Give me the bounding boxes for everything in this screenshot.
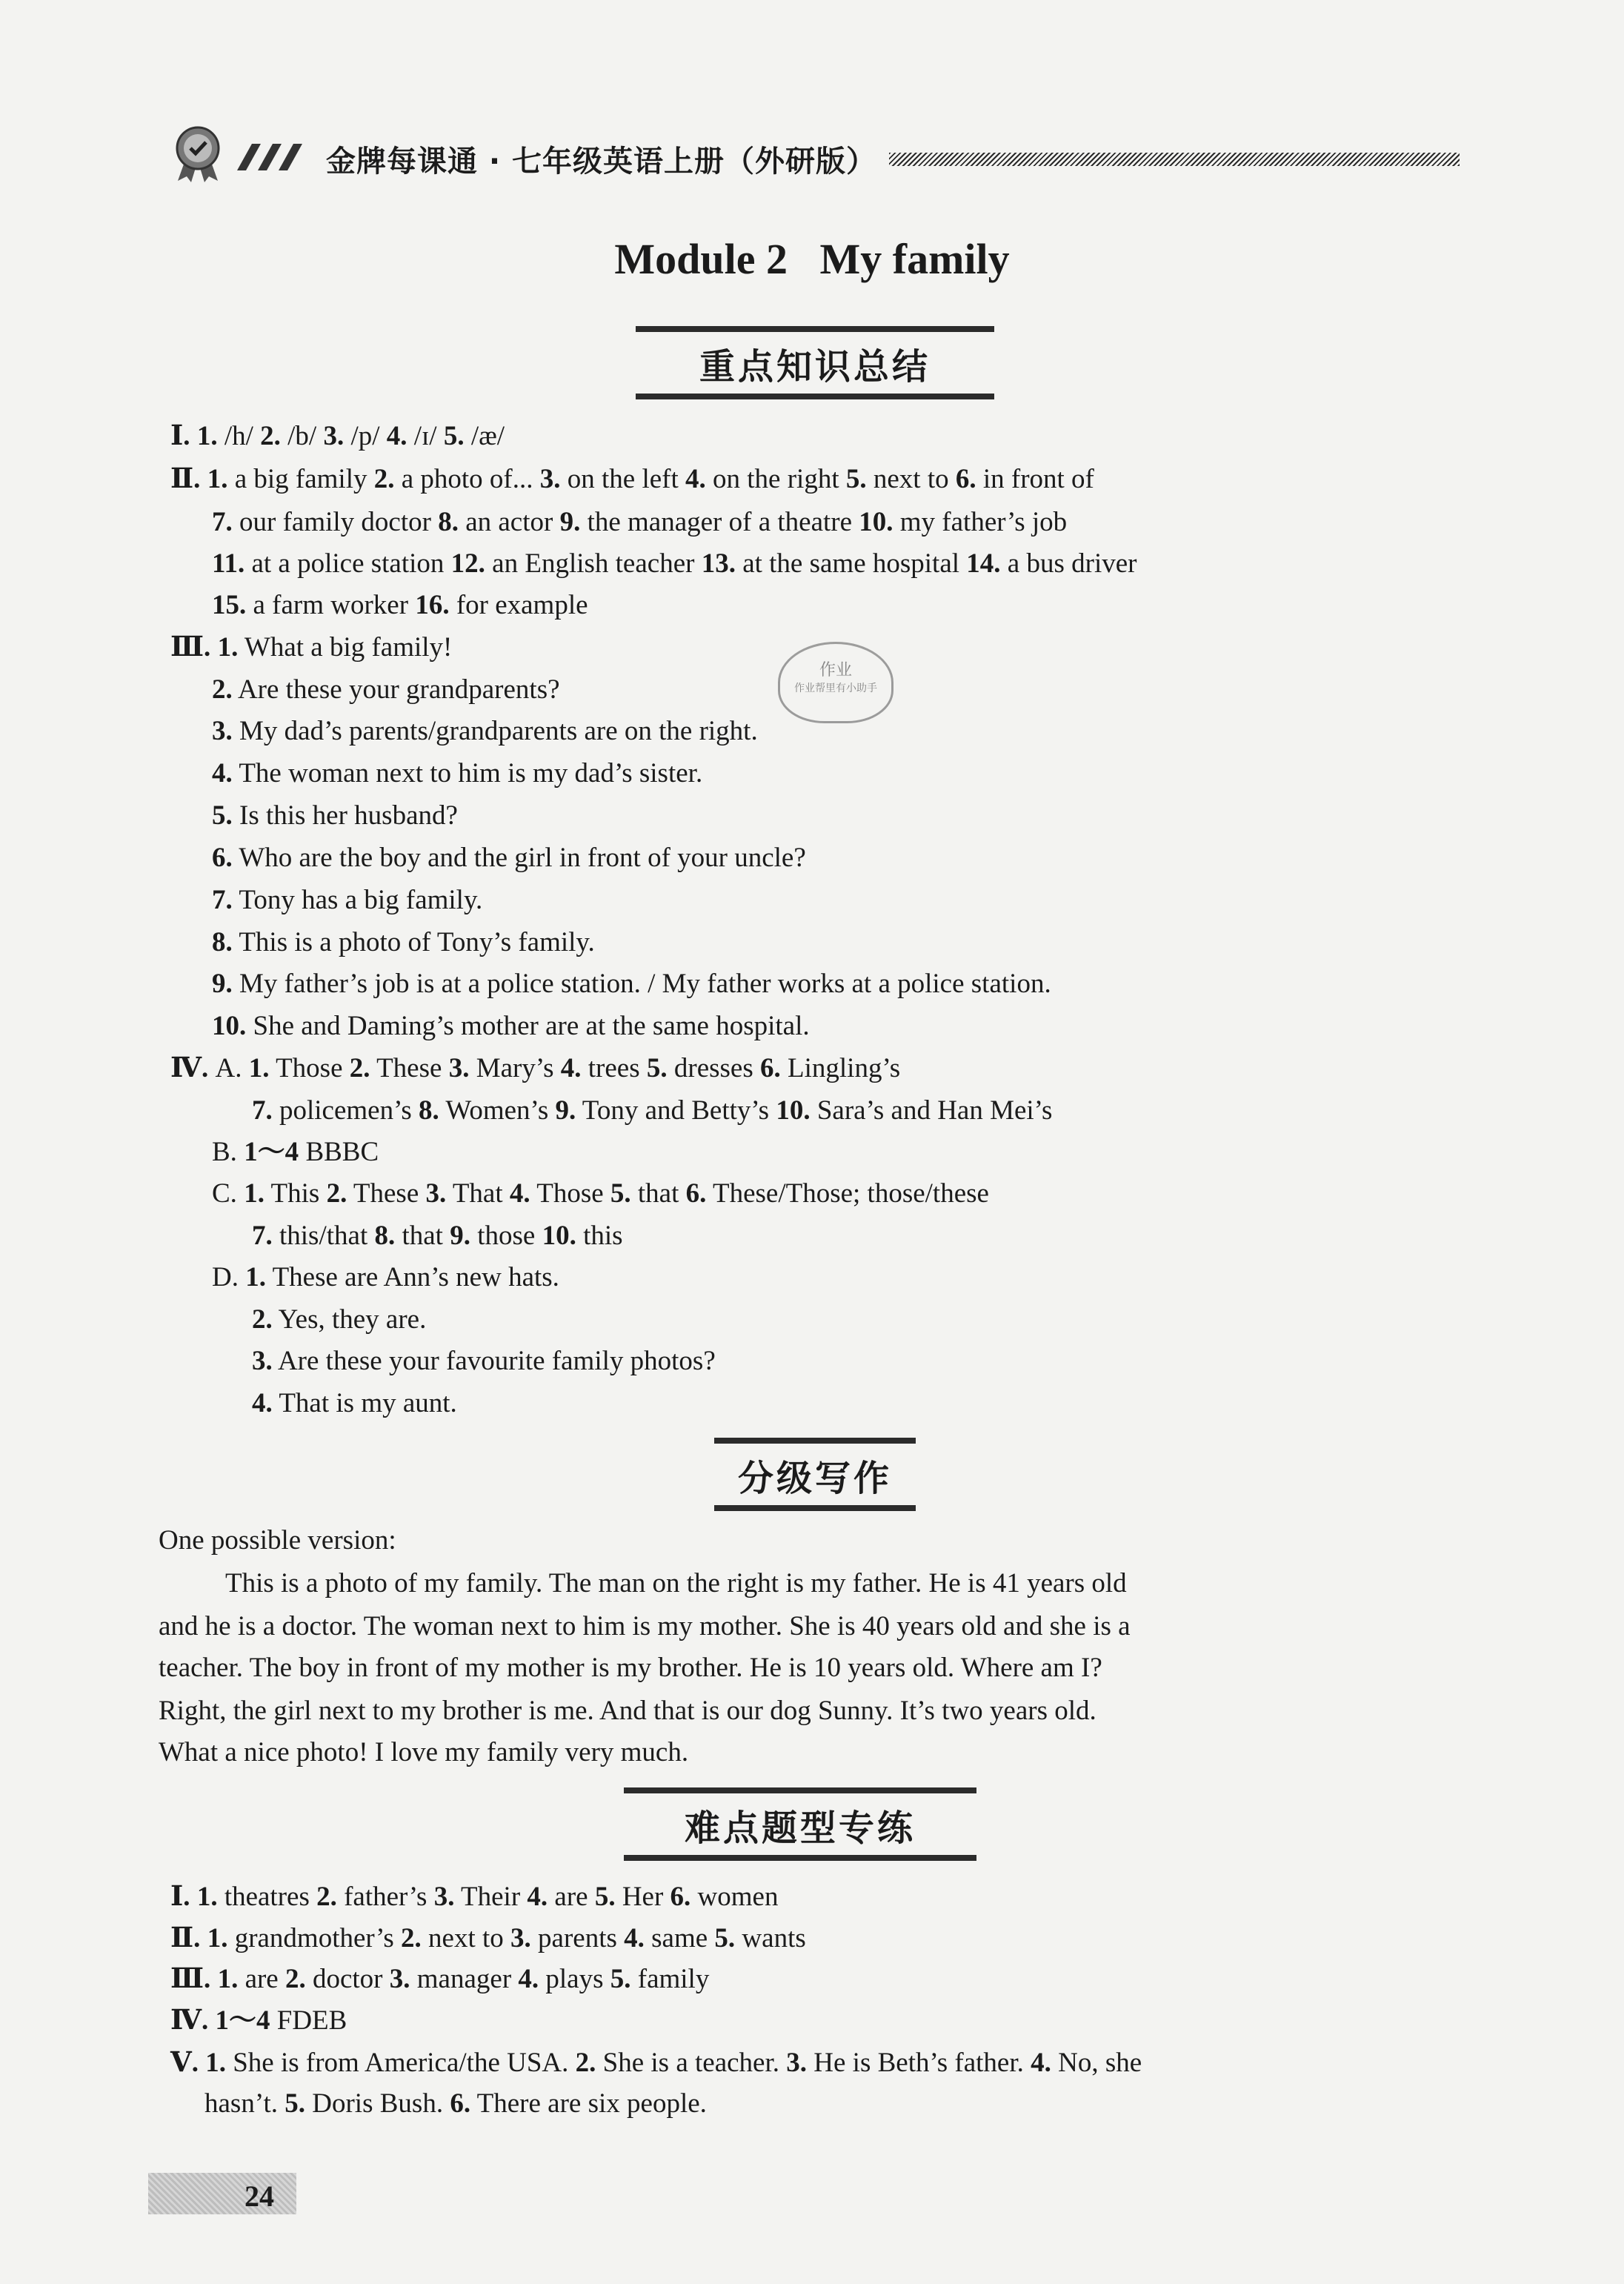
answer-line: 15. a farm worker 16. for example: [212, 590, 588, 620]
page-number-tab: [148, 2173, 296, 2214]
module-title: Module 2 My family: [614, 235, 1010, 283]
section-heading-practice: 难点题型专练: [624, 1787, 976, 1861]
header-rule: [889, 153, 1460, 166]
book-title: 金牌每课通 · 七年级英语上册（外研版）: [326, 145, 877, 179]
writing-line: This is a photo of my family. The man on the right is my father. He is 41 years old: [225, 1568, 1127, 1599]
answer-line: 7. this/that 8. that 9. those 10. this: [252, 1221, 623, 1251]
answer-line: 7. policemen’s 8. Women’s 9. Tony and Betty’s 10. Sara’s and Han Mei’s: [252, 1095, 1053, 1126]
answer-line: 7. Tony has a big family.: [212, 885, 483, 915]
answer-line: Ⅳ. A. 1. Those 2. These 3. Mary’s 4. trees 5. dresses 6. Lingling’s: [170, 1053, 901, 1083]
answer-line: Ⅲ. 1. are 2. doctor 3. manager 4. plays 5. family: [170, 1964, 710, 1994]
answer-line: 2. Are these your grandparents?: [212, 674, 560, 705]
writing-line: What a nice photo! I love my family very much.: [159, 1737, 689, 1767]
answer-line: Ⅱ. 1. grandmother’s 2. next to 3. parents 4. same 5. wants: [170, 1923, 806, 1953]
answer-line: Ⅰ. 1. /h/ 2. /b/ 3. /p/ 4. /ɪ/ 5. /æ/: [170, 421, 505, 451]
header-stripes: [230, 142, 311, 172]
answer-line: Ⅳ. 1～4 FDEB: [170, 2005, 347, 2036]
answer-line: 3. My dad’s parents/grandparents are on the right.: [212, 716, 758, 746]
answer-line: Ⅲ. 1. What a big family!: [170, 632, 453, 663]
section-heading-summary: 重点知识总结: [636, 326, 994, 399]
writing-line: teacher. The boy in front of my mother is my brother. He is 10 years old. Where am I?: [159, 1653, 1102, 1683]
answer-line: 7. our family doctor 8. an actor 9. the manager of a theatre 10. my father’s job: [212, 507, 1068, 537]
answer-line: 6. Who are the boy and the girl in front of your uncle?: [212, 843, 806, 873]
homework-stamp: 作业 作业帮里有小助手: [778, 642, 893, 723]
answer-line: Ⅱ. 1. a big family 2. a photo of... 3. on the left 4. on the right 5. next to 6. in front of: [170, 464, 1094, 494]
writing-line: Right, the girl next to my brother is me. And that is our dog Sunny. It’s two years old.: [159, 1696, 1096, 1726]
answer-line: 4. That is my aunt.: [252, 1388, 457, 1418]
answer-line: 8. This is a photo of Tony’s family.: [212, 927, 595, 957]
answer-line: B. 1～4 BBBC: [212, 1137, 379, 1167]
answer-line: 5. Is this her husband?: [212, 800, 458, 831]
page-number: 24: [244, 2180, 274, 2213]
answer-line: 10. She and Daming’s mother are at the same hospital.: [212, 1011, 810, 1041]
answer-line: 2. Yes, they are.: [252, 1304, 427, 1335]
answer-line: 3. Are these your favourite family photos?: [252, 1346, 716, 1376]
answer-line: Ⅰ. 1. theatres 2. father’s 3. Their 4. are 5. Her 6. women: [170, 1882, 779, 1912]
answer-line: C. 1. This 2. These 3. That 4. Those 5. that 6. These/Those; those/these: [212, 1178, 989, 1209]
section-heading-writing: 分级写作: [714, 1438, 916, 1511]
answer-line: D. 1. These are Ann’s new hats.: [212, 1262, 559, 1292]
answer-line: Ⅴ. 1. She is from America/the USA. 2. She is a teacher. 3. He is Beth’s father. 4. No, she: [170, 2048, 1142, 2078]
writing-label: One possible version:: [159, 1525, 396, 1556]
award-badge-icon: [169, 125, 227, 182]
writing-line: and he is a doctor. The woman next to him is my mother. She is 40 years old and she is a: [159, 1611, 1131, 1641]
answer-line: 4. The woman next to him is my dad’s sister.: [212, 758, 703, 789]
answer-line: hasn’t. 5. Doris Bush. 6. There are six people.: [204, 2088, 707, 2119]
answer-line: 11. at a police station 12. an English teacher 13. at the same hospital 14. a bus driver: [212, 548, 1137, 579]
answer-line: 9. My father’s job is at a police station. / My father works at a police station.: [212, 969, 1051, 999]
